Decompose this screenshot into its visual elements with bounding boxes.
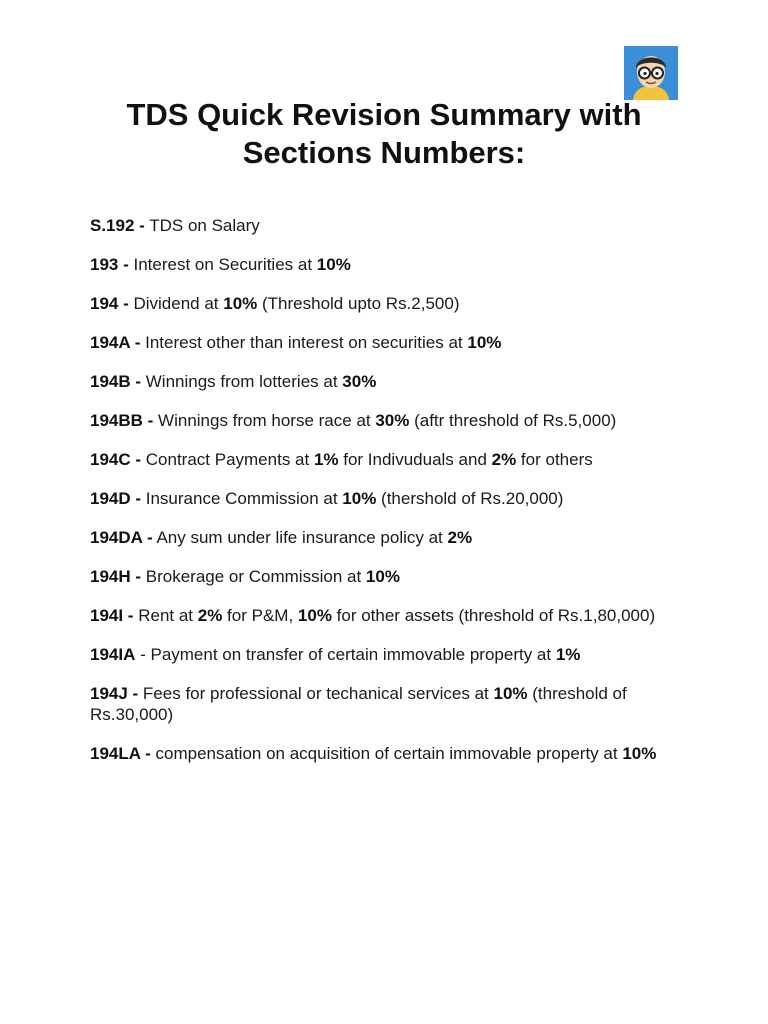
section-code: 194LA - <box>90 744 151 763</box>
section-description: Winnings from lotteries at <box>141 372 343 391</box>
section-code: 194H - <box>90 567 142 586</box>
section-item <box>90 743 690 764</box>
section-item <box>90 449 690 470</box>
section-code: 194J - <box>90 684 139 703</box>
nerd-avatar-icon <box>624 46 678 100</box>
section-description: Contract Payments at <box>141 450 314 469</box>
section-description: Brokerage or Commission at <box>141 567 366 586</box>
rate-value: 10% <box>316 255 351 274</box>
section-description: Fees for professional or techanical services at <box>138 684 494 703</box>
section-description: TDS on Salary <box>144 216 260 235</box>
section-description: Insurance Commission at <box>141 489 343 508</box>
section-description: compensation on acquisition of certain immovable property at <box>150 744 623 763</box>
section-description: (thershold of Rs.20,000) <box>376 489 564 508</box>
rate-value: 1% <box>555 645 581 664</box>
section-description: for Indivuduals and <box>338 450 492 469</box>
section-item <box>90 293 690 314</box>
page-title <box>80 96 688 172</box>
page-title-line-1: TDS Quick Revision Summary with <box>126 97 642 132</box>
section-description: (Threshold upto Rs.2,500) <box>257 294 460 313</box>
rate-value: 10% <box>622 744 657 763</box>
rate-value: 10% <box>467 333 502 352</box>
section-description: - Payment on transfer of certain immovable property at <box>135 645 556 664</box>
section-item <box>90 488 690 509</box>
section-description: Interest on Securities at <box>128 255 317 274</box>
section-code: 194IA <box>90 645 136 664</box>
section-code: 194D - <box>90 489 142 508</box>
rate-value: 2% <box>197 606 223 625</box>
section-code: S.192 - <box>90 216 145 235</box>
section-description: Any sum under life insurance policy at <box>152 528 448 547</box>
section-item <box>90 683 690 725</box>
section-description: (aftr threshold of Rs.5,000) <box>409 411 617 430</box>
rate-value: 2% <box>447 528 473 547</box>
section-code: 194A - <box>90 333 141 352</box>
rate-value: 10% <box>493 684 528 703</box>
section-description: Dividend at <box>128 294 224 313</box>
rate-value: 30% <box>342 372 377 391</box>
section-item <box>90 254 690 275</box>
section-code: 194DA - <box>90 528 153 547</box>
rate-value: 2% <box>491 450 517 469</box>
section-description: for P&M, <box>222 606 298 625</box>
section-code: 193 - <box>90 255 129 274</box>
section-code: 194BB - <box>90 411 154 430</box>
section-item <box>90 215 690 236</box>
section-code: 194B - <box>90 372 142 391</box>
rate-value: 10% <box>223 294 258 313</box>
section-item <box>90 410 690 431</box>
rate-value: 10% <box>342 489 377 508</box>
section-description: Interest other than interest on securities at <box>140 333 468 352</box>
section-description: Rent at <box>133 606 198 625</box>
rate-value: 30% <box>375 411 410 430</box>
page-title-line-2: Sections Numbers: <box>242 135 526 170</box>
section-description: for other assets (threshold of Rs.1,80,000) <box>331 606 656 625</box>
rate-value: 10% <box>297 606 332 625</box>
section-code: 194I - <box>90 606 134 625</box>
section-item <box>90 566 690 587</box>
section-item <box>90 332 690 353</box>
section-description: (threshold of Rs.30,000) <box>90 684 627 724</box>
section-item <box>90 371 690 392</box>
section-item <box>90 644 690 665</box>
section-item <box>90 605 690 626</box>
tds-section-list <box>90 215 690 782</box>
rate-value: 1% <box>313 450 339 469</box>
section-description: for others <box>516 450 593 469</box>
section-description: Winnings from horse race at <box>153 411 376 430</box>
section-item <box>90 527 690 548</box>
section-code: 194C - <box>90 450 142 469</box>
section-code: 194 - <box>90 294 129 313</box>
rate-value: 10% <box>365 567 400 586</box>
